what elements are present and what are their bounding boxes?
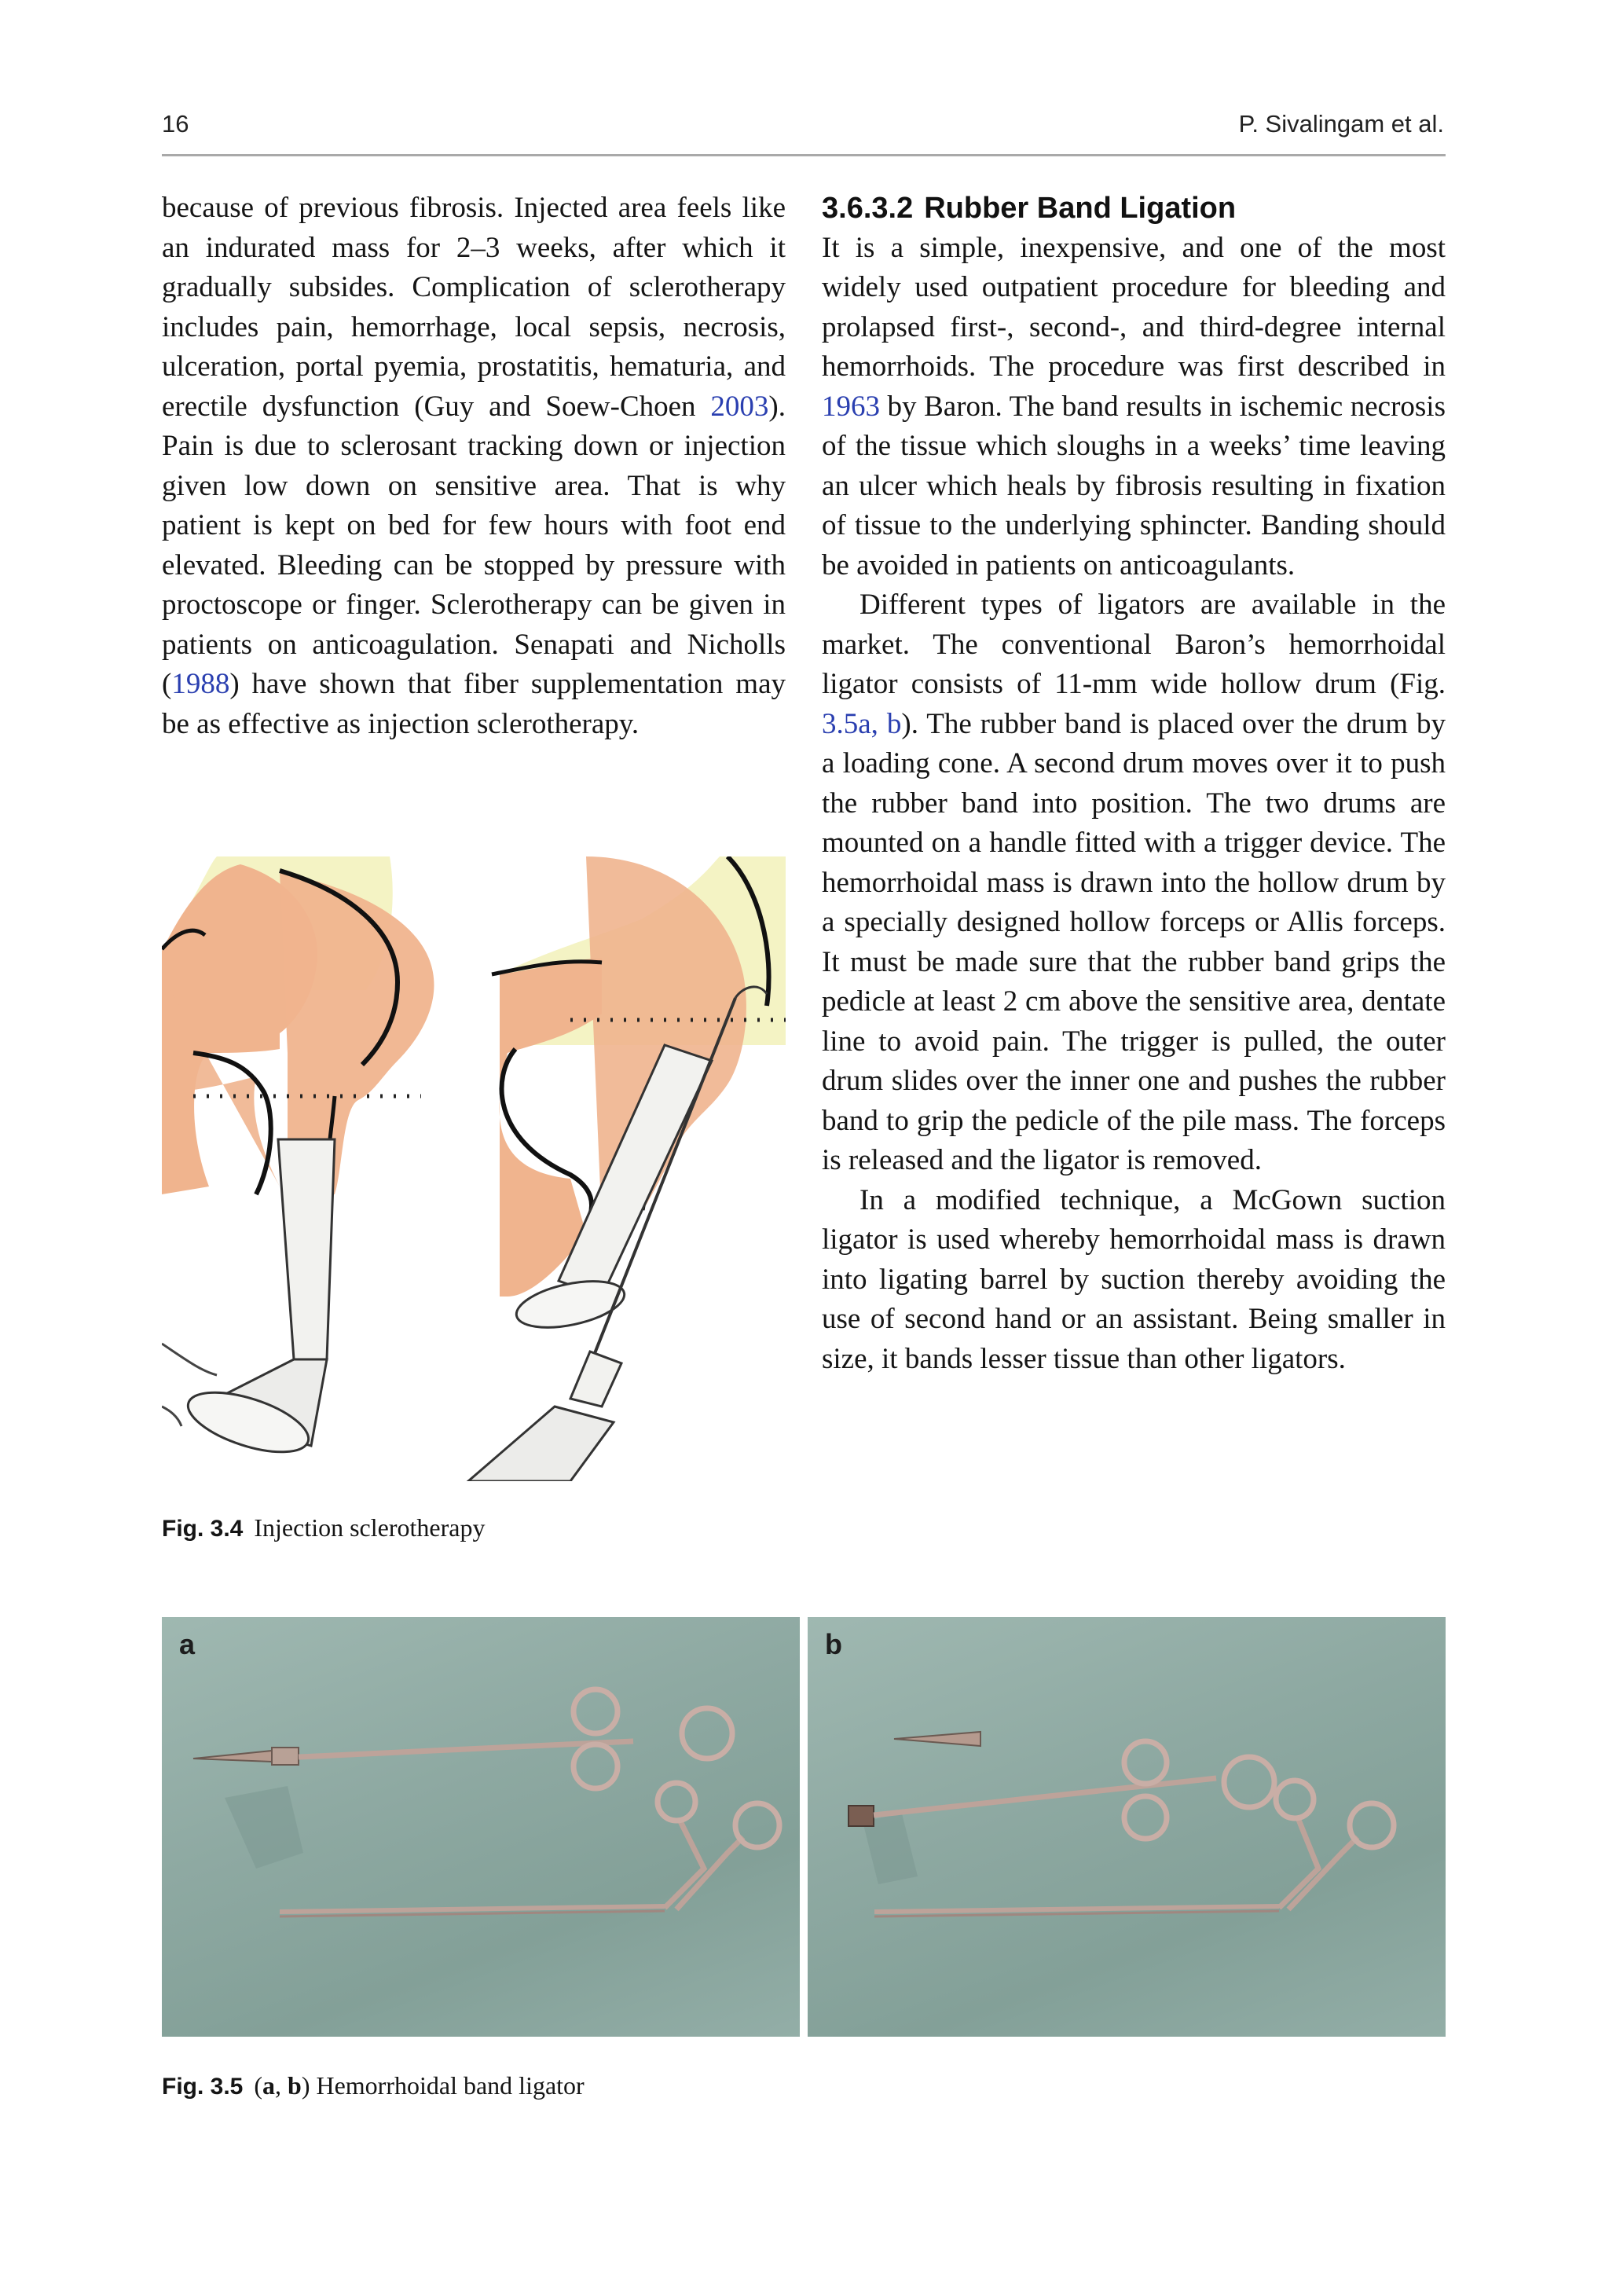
right-column — [822, 189, 1446, 1379]
page-number: 16 — [162, 110, 189, 138]
figure-3-5-photo-a — [162, 1617, 800, 2037]
panel-label-a: a — [179, 1628, 196, 1660]
panel-label-b: b — [825, 1628, 842, 1660]
body-paragraph: In a modified technique, a McGown suction ligator is used whereby hemorrhoidal mass is drawn into ligating barrel by suction thereby avoiding the use of second hand or an assistant. Being smaller in size, it bands lesser tissue than other ligators. — [822, 1183, 1446, 1375]
citation-link[interactable]: 2003 — [710, 390, 769, 423]
caption-text: Injection sclerotherapy — [254, 1513, 486, 1542]
citation-link[interactable]: 1963 — [822, 390, 880, 423]
figure-label: Fig. 3.5 — [162, 2074, 244, 2100]
figure-label: Fig. 3.4 — [162, 1516, 244, 1542]
left-column — [162, 189, 786, 744]
body-paragraph: because of previous fibrosis. Injected area feels like an indurated mass for 2–3 weeks, after which it gradually subsides. Complication of sclerotherapy includes pain, hemorrhage, local sepsis, necrosis, ulceration, portal pyemia, prostatitis, hematuria, and erectile dysfunction (Guy and Soew-Choen 2003). Pain is due to sclerosant tracking down or injection given low down on sensitive area. That is why patient is kept on bed for few hours with foot end elevated. Bleeding can be stopped by pressure with proctoscope or finger. Sclerotherapy can be given in patients on anticoagulation. Senapati and Nicholls (1988) have shown that fiber supplementation may be as effective as injection sclerotherapy. — [162, 192, 786, 740]
header-rule — [162, 154, 1446, 156]
body-paragraph: Different types of ligators are available in the market. The conventional Baron’s hemorrhoidal ligator consists of 11-mm wide hollow drum (Fig. 3.5a, b). The rubber band is placed over the drum by a loading cone. A second drum moves over it to push the rubber band into position. The two drums are mounted on a handle fitted with a trigger device. The hemorrhoidal mass is drawn into the hollow drum by a specially designed hollow forceps or Allis forceps. It must be made sure that the rubber band grips the pedicle at least 2 cm above the sensitive area, dentate line to avoid pain. The trigger is pulled, the outer drum slides over the inner one and pushes the rubber band to grip the pedicle of the pile mass. The forceps is released and the ligator is removed. — [822, 589, 1446, 1176]
citation-link[interactable]: 1988 — [171, 668, 230, 700]
figure-3-4-illustration — [162, 856, 786, 1481]
figure-3-5-photo-b — [808, 1617, 1446, 2037]
section-number: 3.6.3.2 — [822, 192, 914, 225]
section-title: Rubber Band Ligation — [924, 192, 1237, 225]
figure-3-4-caption — [162, 1513, 485, 1542]
section-heading — [822, 189, 1446, 229]
body-paragraph: It is a simple, inexpensive, and one of the most widely used outpatient procedure for bleeding and prolapsed first-, second-, and third-degree internal hemorrhoids. The procedure was first described in 1963 by Baron. The band results in ischemic necrosis of the tissue which sloughs in a weeks’ time leaving an ulcer which heals by fibrosis resulting in fixation of tissue to the underlying sphincter. Banding should be avoided in patients on anticoagulants. — [822, 231, 1446, 581]
figure-3-5-caption: Fig. 3.5 (a, b) Hemorrhoidal band ligator — [162, 2071, 585, 2100]
running-head: P. Sivalingam et al. — [1238, 110, 1444, 138]
figure-reference-link[interactable]: 3.5a, b — [822, 707, 902, 740]
